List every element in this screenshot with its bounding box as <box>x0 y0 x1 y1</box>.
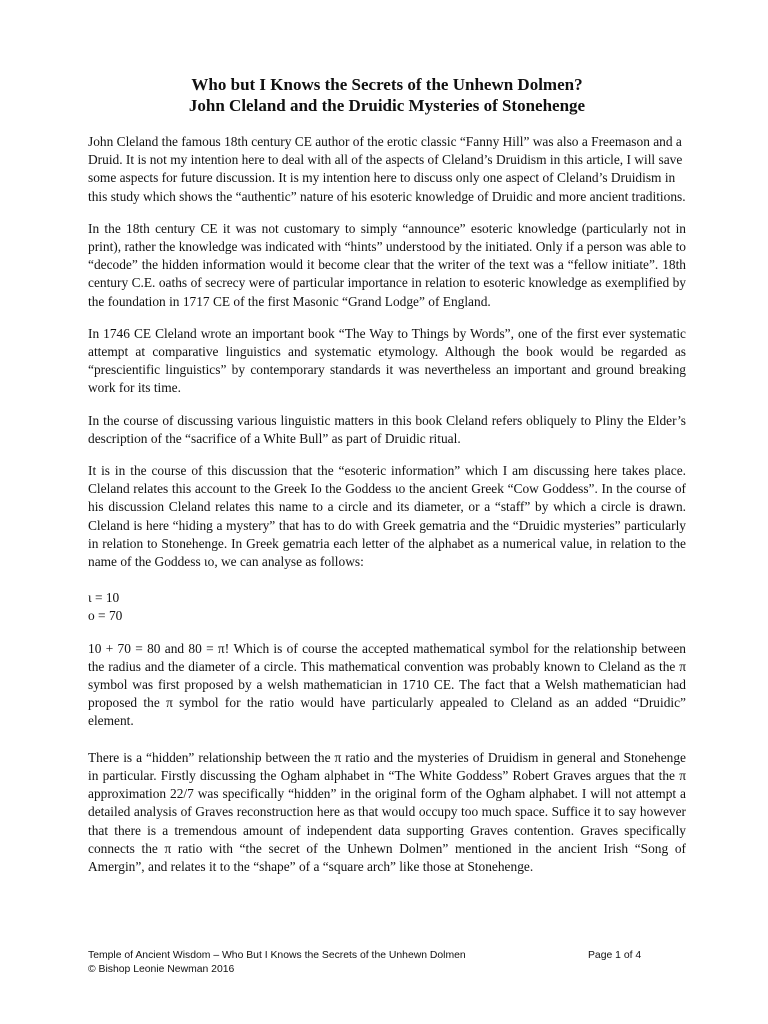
title-line-2: John Cleland and the Druidic Mysteries of Stonehenge <box>188 96 586 115</box>
paragraph-2: In the 18th century CE it was not customary to simply “announce” esoteric knowledge (particularly not in print), rather the knowledge was indicated with “hints” understood by the initiated. Only if a person was able to “decode” the hidden information would it become clear that the writer of the text was a “fellow initiate”. 18th century C.E. oaths of secrecy were of particular importance in relation to esoteric knowledge as exemplified by the foundation in 1717 CE of the first Masonic “Grand Lodge” of England. <box>88 220 686 309</box>
paragraph-5: It is in the course of this discussion that the “esoteric information” which I am discussing here takes place. Cleland relates this account to the Greek Iο the Goddess ιο the ancient Greek “Cow Goddess”. In the course of his discussion Cleland relates this name to a circle and its diameter, or a “staff” by which a circle is drawn. Cleland is here “hiding a mystery” that has to do with Greek gematria and the “Druidic mysteries” particularly in relation to Stonehenge. In Greek gematria each letter of the alphabet as a numerical value, in relation to the name of the Goddess ιο, we can analyse as follows: <box>88 463 686 570</box>
footer-page-number: Page 1 of 4 <box>588 950 642 961</box>
footer-row <box>88 949 688 963</box>
footer-title: Temple of Ancient Wisdom – Who But I Knows the Secrets of the Unhewn Dolmen <box>88 950 466 961</box>
title-line-1: Who but I Knows the Secrets of the Unhewn Dolmen? <box>191 75 583 94</box>
document-title <box>88 74 686 116</box>
paragraph-1: John Cleland the famous 18th century CE author of the erotic classic “Fanny Hill” was also a Freemason and a Druid. It is not my intention here to deal with all of the aspects of Cleland’s Druidism in this article, I will save some aspects for future discussion. It is my intention here to discuss only one aspect of Cleland’s Druidism in this study which shows the “authentic” nature of his esoteric knowledge of Druidic and more ancient traditions. <box>88 134 686 204</box>
gematria-equations <box>88 589 686 625</box>
document-body <box>88 133 686 890</box>
paragraph-6: 10 + 70 = 80 and 80 = π! Which is of course the accepted mathematical symbol for the relationship between the radius and the diameter of a circle. This mathematical convention was probably known to Cleland as the π symbol was first proposed by a welsh mathematician in 1710 CE. The fact that a Welsh mathematician had proposed the π symbol for the ratio would have particularly appealed to Cleland as an added “Druidic” element. <box>88 640 686 729</box>
footer-copyright: © Bishop Leonie Newman 2016 <box>88 964 235 975</box>
paragraph-4: In the course of discussing various linguistic matters in this book Cleland refers obliquely to Pliny the Elder’s description of the “sacrifice of a White Bull” as part of Druidic ritual. <box>88 412 686 446</box>
equation-omicron: ο = 70 <box>88 608 123 624</box>
paragraph-7: There is a “hidden” relationship between the π ratio and the mysteries of Druidism in general and Stonehenge in particular. Firstly discussing the Ogham alphabet in “The White Goddess” Robert Graves argues that the π approximation 22/7 was specifically “hidden” in the original form of the Ogham alphabet. I will not attempt a detailed analysis of Graves reconstruction here as that would occupy too much space. Suffice it to say however that there is a tremendous amount of independent data supporting Graves contention. Graves specifically connects the π ratio with “the secret of the Unhewn Dolmen” mentioned in the ancient Irish “Song of Amergin”, and relates it to the “shape” of a “square arch” like those at Stonehenge. <box>88 749 686 874</box>
paragraph-3: In 1746 CE Cleland wrote an important book “The Way to Things by Words”, one of the first ever systematic attempt at comparative linguistics and systematic etymology. Although the book would be regarded as “prescientific linguistics” by contemporary standards it was nevertheless an important and ground breaking work for its time. <box>88 325 686 396</box>
equation-iota: ι = 10 <box>88 590 120 606</box>
page-footer <box>88 949 688 977</box>
